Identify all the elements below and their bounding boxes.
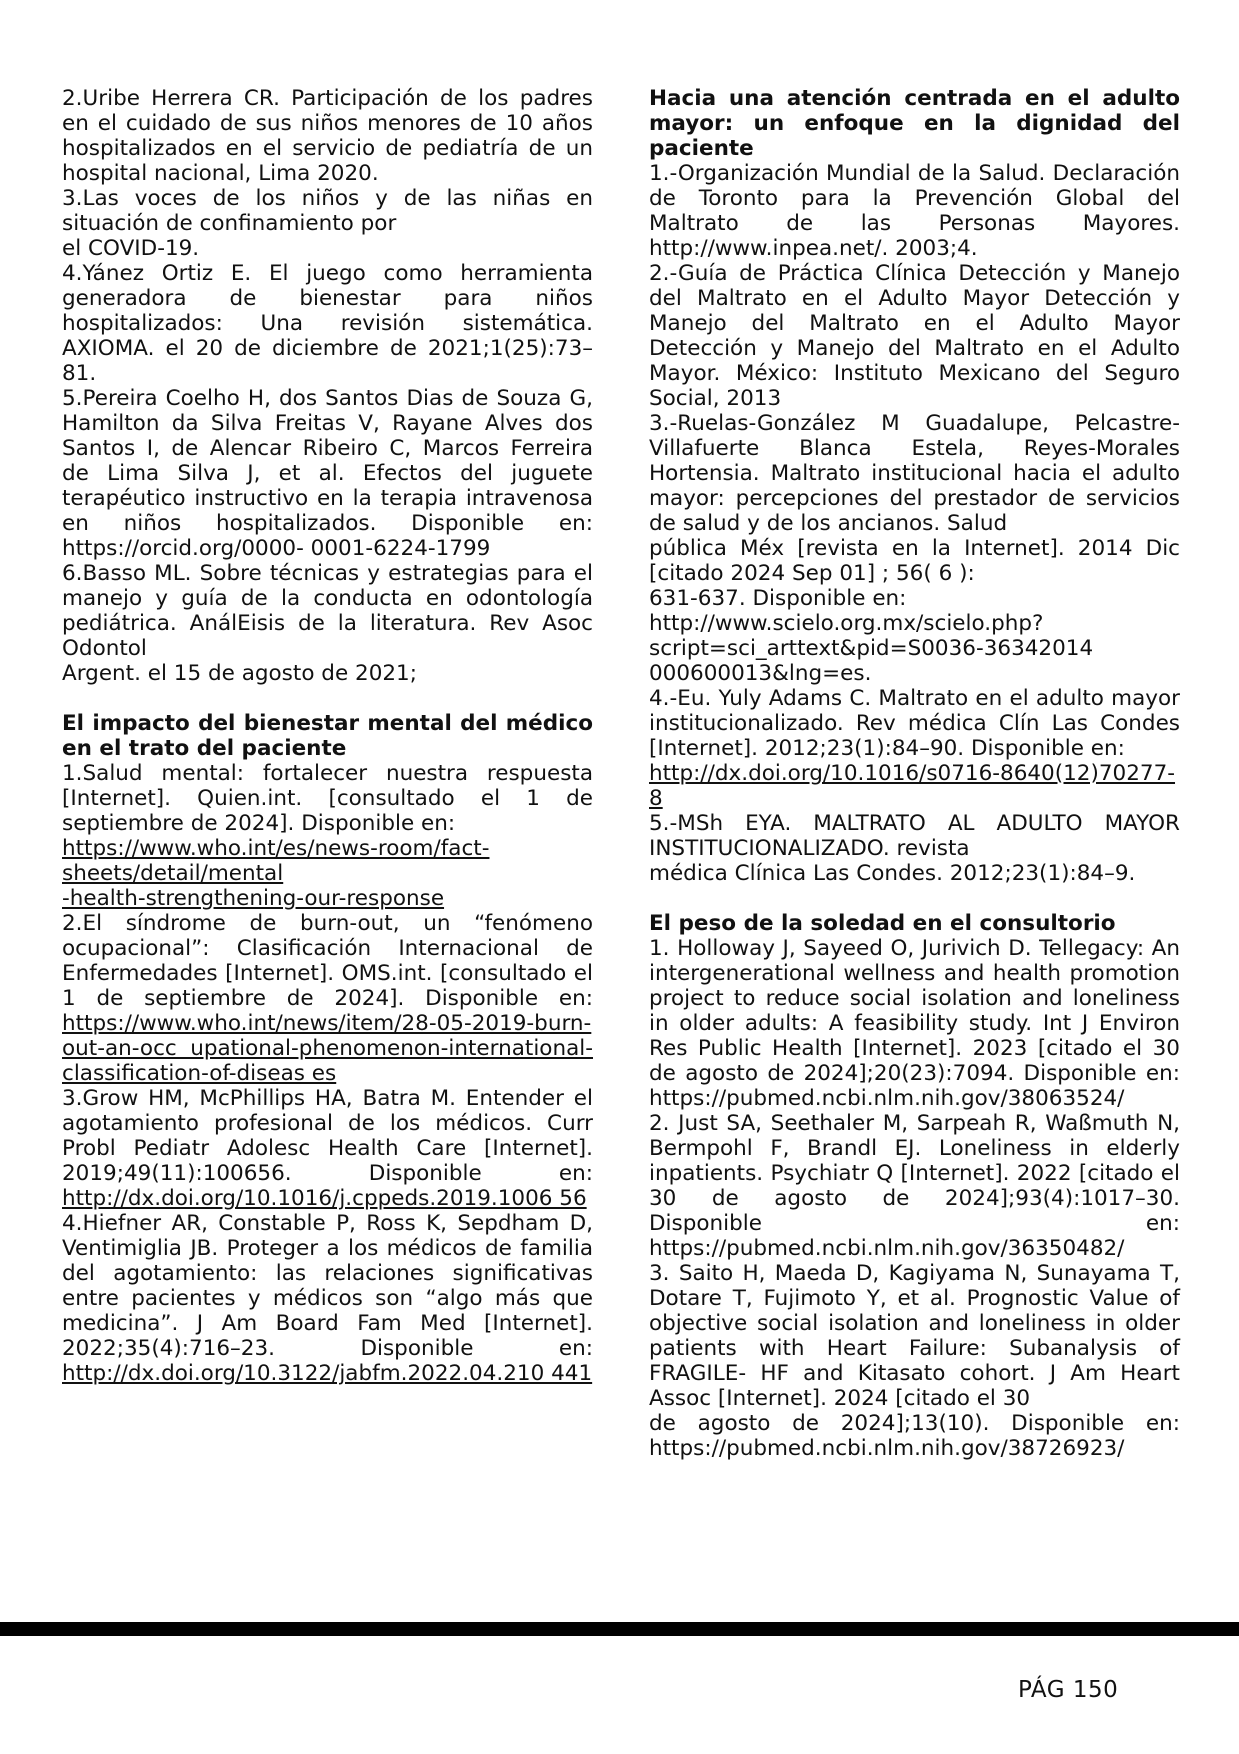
section-heading: El peso de la soledad en el consultorio	[649, 911, 1116, 936]
reference-item: 5.Pereira Coelho H, dos Santos Dias de Souza G, Hamilton da Silva Freitas V, Rayane Alves dos Santos I, de Alencar Ribeiro C, Marcos Ferreira de Lima Silva J, et al. Efectos del juguete terapéutico instructivo en la terapia intravenosa en niños hospitalizados. Disponible en: https://orcid.org/0000- 0001-6224-1799	[62, 386, 593, 561]
reference-item: 6.Basso ML. Sobre técnicas y estrategias para el manejo y guía de la conducta en odontología pediátrica. AnálEisis de la literatura. Rev Asoc Odontol	[62, 561, 593, 661]
reference-text: 3.Grow HM, McPhillips HA, Batra M. Entender el agotamiento profesional de los médicos. Curr Probl Pediatr Adolesc Health Care [Internet]. 2019;49(11):100656. Disponible en:	[62, 1086, 593, 1186]
reference-item: 2. Just SA, Seethaler M, Sarpeah R, Waßmuth N, Bermpohl F, Brandl EJ. Loneliness in elderly inpatients. Psychiatr Q [Internet]. 2022 [citado el 30 de agosto de 2024];93(4):1017–30. Disponible en: https://pubmed.ncbi.nlm.nih.gov/36350482/	[649, 1111, 1180, 1261]
reference-item: pública Méx [revista en la Internet]. 2014 Dic [citado 2024 Sep 01] ; 56( 6 ):	[649, 536, 1180, 586]
reference-item: 3.-Ruelas-González M Guadalupe, Pelcastre-Villafuerte Blanca Estela, Reyes-Morales Hortensia. Maltrato institucional hacia el adulto mayor: percepciones del prestador de servicios de salud y de los ancianos. Salud	[649, 411, 1180, 536]
reference-item: 5.-MSh EYA. MALTRATO AL ADULTO MAYOR INSTITUCIONALIZADO. revista	[649, 811, 1180, 861]
section-heading: Hacia una atención centrada en el adulto mayor: un enfoque en la dignidad del paciente	[649, 86, 1180, 161]
reference-link[interactable]: https://www.who.int/news/item/28-05-2019-burn-out-an-occ upational-phenomenon-international-classification-of-diseas es	[62, 1011, 593, 1086]
reference-item: 631-637. Disponible en:	[649, 586, 907, 611]
reference-item: 1.-Organización Mundial de la Salud. Declaración de Toronto para la Prevención Global del Maltrato de las Personas Mayores. http://www.inpea.net/. 2003;4.	[649, 161, 1180, 261]
reference-item: médica Clínica Las Condes. 2012;23(1):84–9.	[649, 861, 1136, 886]
page-number: PÁG 150	[1018, 1677, 1119, 1703]
reference-item	[62, 1086, 593, 1211]
reference-text: 2.El síndrome de burn-out, un “fenómeno ocupacional”: Clasificación Internacional de Enfermedades [Internet]. OMS.int. [consultado el 1 de septiembre de 2024]. Disponible en:	[62, 911, 593, 1011]
left-column	[62, 86, 593, 1386]
reference-item	[62, 761, 593, 911]
reference-item	[62, 1211, 593, 1386]
reference-item	[62, 911, 593, 1086]
reference-item: 2.-Guía de Práctica Clínica Detección y Manejo del Maltrato en el Adulto Mayor Detección y Manejo del Maltrato en el Adulto Mayor Detección y Manejo del Maltrato en el Adulto Mayor. México: Instituto Mexicano del Seguro Social, 2013	[649, 261, 1180, 411]
reference-item: 2.Uribe Herrera CR. Participación de los padres en el cuidado de sus niños menores de 10 años hospitalizados en el servicio de pediatría de un hospital nacional, Lima 2020.	[62, 86, 593, 186]
reference-link[interactable]: http://dx.doi.org/10.1016/s0716-8640(12)70277-8	[649, 761, 1176, 811]
reference-link[interactable]: http://dx.doi.org/10.3122/jabfm.2022.04.210 441	[62, 1361, 593, 1386]
reference-link[interactable]: http://dx.doi.org/10.1016/j.cppeds.2019.1006 56	[62, 1186, 587, 1211]
reference-item: el COVID-19.	[62, 236, 200, 261]
right-column	[649, 86, 1180, 1461]
reference-item: Argent. el 15 de agosto de 2021;	[62, 661, 417, 686]
reference-text: 4.Hiefner AR, Constable P, Ross K, Sepdham D, Ventimiglia JB. Proteger a los médicos de familia del agotamiento: las relaciones significativas entre pacientes y médicos son “algo más que medicina”. J Am Board Fam Med [Internet]. 2022;35(4):716–23. Disponible en:	[62, 1211, 593, 1361]
reference-item: de agosto de 2024];13(10). Disponible en: https://pubmed.ncbi.nlm.nih.gov/38726923/	[649, 1411, 1180, 1461]
reference-text: 1.Salud mental: fortalecer nuestra respuesta [Internet]. Quien.int. [consultado el 1 de septiembre de 2024]. Disponible en:	[62, 761, 593, 836]
reference-url-line: script=sci_arttext&pid=S0036-36342014	[649, 636, 1094, 661]
reference-url-line: 000600013&lng=es.	[649, 661, 872, 686]
reference-url-line: http://www.scielo.org.mx/scielo.php?	[649, 611, 1044, 636]
reference-link[interactable]: https://www.who.int/es/news-room/fact-sheets/detail/mental	[62, 836, 490, 886]
footer-rule	[0, 1622, 1239, 1636]
reference-item: 3. Saito H, Maeda D, Kagiyama N, Sunayama T, Dotare T, Fujimoto Y, et al. Prognostic Value of objective social isolation and loneliness in older patients with Heart Failure: Subanalysis of FRAGILE- HF and Kitasato cohort. J Am Heart Assoc [Internet]. 2024 [citado el 30	[649, 1261, 1180, 1411]
section-heading: El impacto del bienestar mental del médico en el trato del paciente	[62, 711, 593, 761]
reference-item: 1. Holloway J, Sayeed O, Jurivich D. Tellegacy: An intergenerational wellness and health promotion project to reduce social isolation and loneliness in older adults: A feasibility study. Int J Environ Res Public Health [Internet]. 2023 [citado el 30 de agosto de 2024];20(23):7094. Disponible en: https://pubmed.ncbi.nlm.nih.gov/38063524/	[649, 936, 1180, 1111]
reference-link[interactable]: -health-strengthening-our-response	[62, 886, 445, 911]
reference-item: 4.Yánez Ortiz E. El juego como herramienta generadora de bienestar para niños hospitalizados: Una revisión sistemática. AXIOMA. el 20 de diciembre de 2021;1(25):73–81.	[62, 261, 593, 386]
reference-item: 4.-Eu. Yuly Adams C. Maltrato en el adulto mayor institucionalizado. Rev médica Clín Las Condes [Internet]. 2012;23(1):84–90. Disponible en:	[649, 686, 1180, 761]
reference-item: 3.Las voces de los niños y de las niñas en situación de confinamiento por	[62, 186, 593, 236]
